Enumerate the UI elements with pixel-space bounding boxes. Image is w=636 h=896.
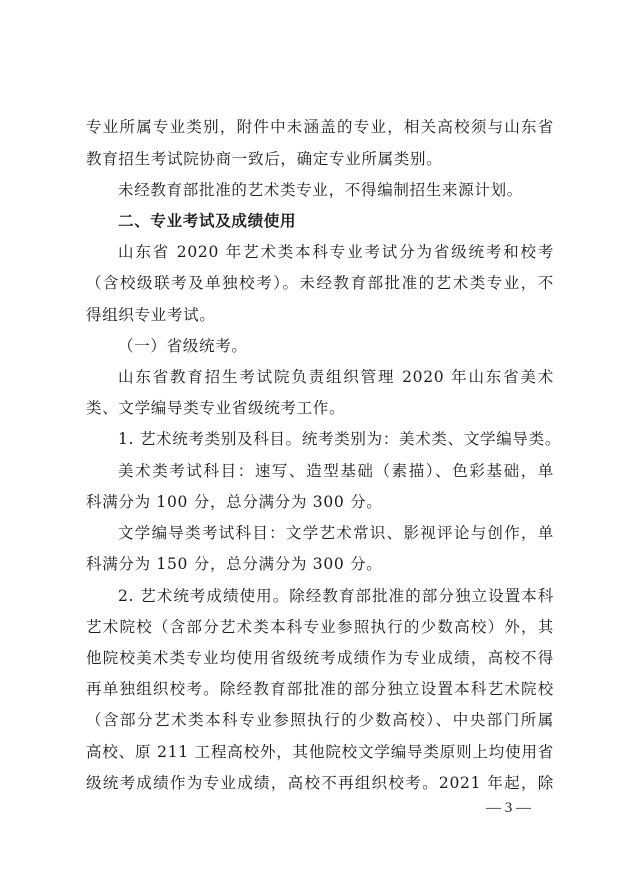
paragraph-line: 他院校美术类专业均使用省级统考成绩作为专业成绩，高校不得 — [86, 649, 554, 667]
paragraph-line: 1. 艺术统考类别及科目。统考类别为：美术类、文学编导类。 — [118, 430, 562, 448]
paragraph-line: 文学编导类考试科目：文学艺术常识、影视评论与创作，单 — [118, 524, 554, 542]
subsection-heading: （一）省级统考。 — [118, 337, 248, 355]
paragraph-line: 高校、原 211 工程高校外，其他院校文学编导类原则上均使用省 — [86, 743, 554, 761]
paragraph-line: 再单独组织校考。除经教育部批准的部分独立设置本科艺术院校 — [86, 680, 554, 698]
paragraph-line: 山东省教育招生考试院负责组织管理 2020 年山东省美术 — [118, 368, 554, 386]
paragraph-line: 级统考成绩作为专业成绩，高校不再组织校考。2021 年起，除 — [86, 774, 554, 792]
paragraph-line: 类、文学编导类专业省级统考工作。 — [86, 399, 346, 417]
paragraph-line: 专业所属专业类别，附件中未涵盖的专业，相关高校须与山东省 — [86, 118, 554, 136]
paragraph-line: 艺术院校（含部分艺术类本科专业参照执行的少数高校）外，其 — [86, 618, 554, 636]
paragraph-line: 科满分为 100 分，总分满分为 300 分。 — [86, 493, 383, 511]
paragraph-line: 得组织专业考试。 — [86, 306, 216, 324]
paragraph-line: 山东省 2020 年艺术类本科专业考试分为省级统考和校考 — [118, 243, 554, 261]
paragraph-line: （含校级联考及单独校考）。未经教育部批准的艺术类专业，不 — [86, 274, 554, 292]
page-number: — 3 — — [486, 800, 531, 816]
paragraph-line: （含部分艺术类本科专业参照执行的少数高校）、中央部门所属 — [86, 711, 554, 729]
paragraph-line: 教育招生考试院协商一致后，确定专业所属类别。 — [86, 150, 443, 168]
paragraph-line: 未经教育部批准的艺术类专业，不得编制招生来源计划。 — [118, 181, 524, 199]
paragraph-line: 美术类考试科目：速写、造型基础（素描）、色彩基础，单 — [118, 462, 554, 480]
paragraph-line: 科满分为 150 分，总分满分为 300 分。 — [86, 555, 383, 573]
section-heading: 二、专业考试及成绩使用 — [118, 212, 297, 230]
paragraph-line: 2. 艺术统考成绩使用。除经教育部批准的部分独立设置本科 — [118, 587, 554, 605]
